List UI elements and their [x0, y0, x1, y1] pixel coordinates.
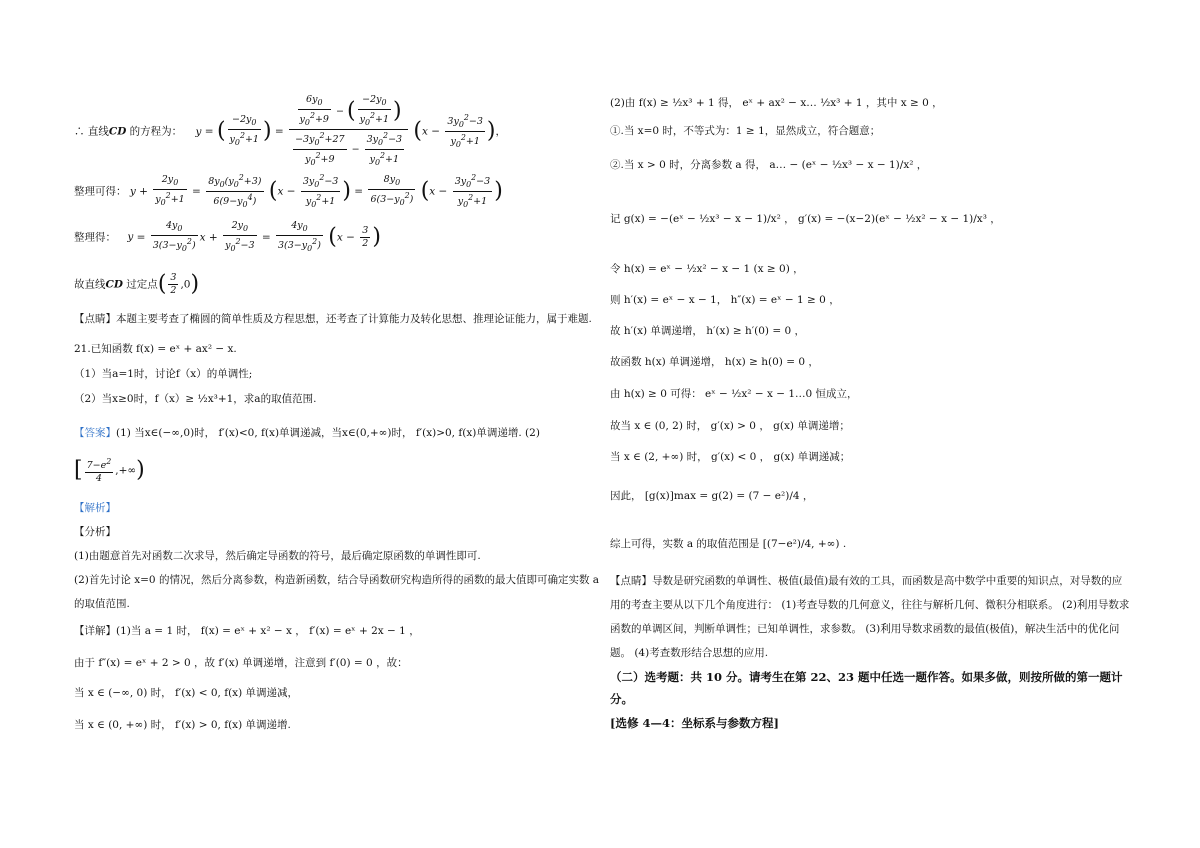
- part2-line4: 记 g(x) = −(eˣ − ½x³ − x − 1)/x² ， g′(x) = −(x−2)(eˣ − ½x² − x − 1)/x³ ，: [610, 213, 1001, 225]
- answer-range: [ $\frac{7-e^2}{4}$ ,+∞): [74, 457, 145, 485]
- part2-line2: ①.当 x=0 时，不等式为：1 ≥ 1，显然成立，符合题意；: [610, 125, 881, 137]
- section-elective-3: [选修 4—4：坐标系与参数方程]: [610, 716, 779, 730]
- part2-line3: ②.当 x > 0 时，分离参数 a 得， a… − (eˣ − ½x³ − x − 1)/x² ，: [610, 159, 928, 171]
- detail-1: 【详解】(1)当 a = 1 时， f(x) = eˣ + x² − x ， f′(x) = eˣ + 2x − 1 ，: [74, 625, 420, 637]
- question-21-part2: （2）当x≥0时，f（x）≥ ½x³+1，求a的取值范围.: [74, 393, 317, 405]
- part2-line1: (2)由 f(x) ≥ ½x³ + 1 得， eˣ + ax² − x… ½x³ + 1 ，其中 x ≥ 0 ，: [610, 97, 943, 109]
- fenxi-2: (2)首先讨论 x=0 的情况，然后分离参数，构造新函数，结合导函数研究构造所得的函数的最大值即可确定实数 a: [74, 574, 600, 586]
- comment-derivative-4: 题。 (4)考查数形结合思想的应用.: [610, 647, 769, 659]
- comment-derivative-2: 用的考查主要从以下几个角度进行： (1)考查导数的几何意义，往往与解析几何、微积分相联系。 (2)利用导数求: [610, 599, 1130, 611]
- part2-line5: 令 h(x) = eˣ − ½x² − x − 1 (x ≥ 0) ，: [610, 263, 804, 275]
- fenxi-tag: 【分析】: [74, 526, 116, 538]
- detail-3: 当 x ∈ (−∞, 0) 时， f′(x) < 0, f(x) 单调递减，: [74, 687, 299, 699]
- part2-line7: 故 h′(x) 单调递增， h′(x) ≥ h′(0) = 0 ，: [610, 325, 806, 337]
- comment-derivative-3: 函数的单调区间，判断单调性；已知单调性，求参数。 (3)利用导数求函数的最值(极值)，解决生活中的优化问: [610, 623, 1120, 635]
- part2-line11: 当 x ∈ (2, +∞) 时， g′(x) < 0 ， g(x) 单调递减；: [610, 451, 851, 463]
- part2-line13: 综上可得，实数 a 的取值范围是 [(7−e²)/4, +∞) .: [610, 538, 847, 550]
- part2-line10: 故当 x ∈ (0, 2) 时， g′(x) > 0 ， g(x) 单调递增；: [610, 420, 850, 432]
- line-simplify-1: 整理可得： y + $\frac{2y_0}{y_0^2+1}$ = $\frac{8y_0(y_0^2+3)}{6(9-y_0^4)}$ (x − $\frac{3y_0^2-3}{y_0^2+1}$ ) = $\frac{8y_0}{6(3-y_0^2)}$ (x − $\frac{3y_0^2-3}{y_0^2+1}$ ): [74, 173, 503, 210]
- question-21-part1: （1）当a=1时，讨论f（x）的单调性;: [74, 368, 253, 380]
- analysis-tag: 【解析】: [74, 502, 116, 514]
- part2-line8: 故函数 h(x) 单调递增， h(x) ≥ h(0) = 0 ，: [610, 356, 819, 368]
- part2-line12: 因此， [g(x)]max = g(2) = (7 − e²)/4 ，: [610, 490, 814, 502]
- line-fixed-point: 故直线CD 过定点( $\frac{3}{2}$ ,0): [74, 271, 200, 297]
- detail-4: 当 x ∈ (0, +∞) 时， f′(x) > 0, f(x) 单调递增.: [74, 719, 291, 731]
- comment-derivative-1: 【点睛】导数是研究函数的单调性、极值(最值)最有效的工具，而函数是高中数学中重要的知识点，对导数的应: [610, 575, 1123, 587]
- fenxi-3: 的取值范围.: [74, 598, 130, 610]
- right-column: [610, 0, 1140, 848]
- section-elective-2: 分。: [610, 692, 633, 706]
- part2-line6: 则 h′(x) = eˣ − x − 1， h″(x) = eˣ − 1 ≥ 0 ，: [610, 294, 840, 306]
- detail-2: 由于 f″(x) = eˣ + 2 > 0 ，故 f′(x) 单调递增，注意到 f′(0) = 0 ，故：: [74, 657, 408, 669]
- answer-text: (1) 当x∈(−∞,0)时， f′(x)<0, f(x)单调递减，当x∈(0,+∞)时， f′(x)>0, f(x)单调递增. (2): [116, 427, 540, 439]
- part2-line9: 由 h(x) ≥ 0 可得： eˣ − ½x² − x − 1…0 恒成立，: [610, 388, 858, 400]
- answer-tag: 【答案】: [74, 427, 116, 439]
- line-simplify-2: 整理得： y = $\frac{4y_0}{3(3-y_0^2)}$ x + $\frac{2y_0}{y_0^2-3}$ = $\frac{4y_0}{3(3-y_0^2)}$ (x − $\frac{3}{2}$ ): [74, 220, 381, 253]
- answer-line: [74, 426, 540, 440]
- question-21: 21.已知函数 f(x) = eˣ + ax² − x.: [74, 343, 237, 355]
- left-column: [74, 0, 604, 848]
- line-cd-equation: ∴ 直线CD 的方程为： y = ( $\frac{-2y_0}{y_0^2+1}$ ) = $\frac{6y_0}{y_0^2+9}$ − ( $\frac{-2y_0}{y_0^2+1}$ ) $\frac{-3y_0^2+27}{y_0^2+9}$ − $\frac{3y_0^2-3}{y_0^2+1}$ (x − $\frac{3y_0^2-3}{y_0^2+1}$ )，: [74, 94, 507, 168]
- comment-ellipse: 【点睛】本题主要考查了椭圆的简单性质及方程思想，还考查了计算能力及转化思想、推理论证能力，属于难题.: [74, 313, 592, 325]
- fenxi-1: (1)由题意首先对函数二次求导，然后确定导函数的符号，最后确定原函数的单调性即可.: [74, 550, 481, 562]
- section-elective-1: （二）选考题：共 10 分。请考生在第 22、23 题中任选一题作答。如果多做，则按所做的第一题计: [610, 670, 1123, 684]
